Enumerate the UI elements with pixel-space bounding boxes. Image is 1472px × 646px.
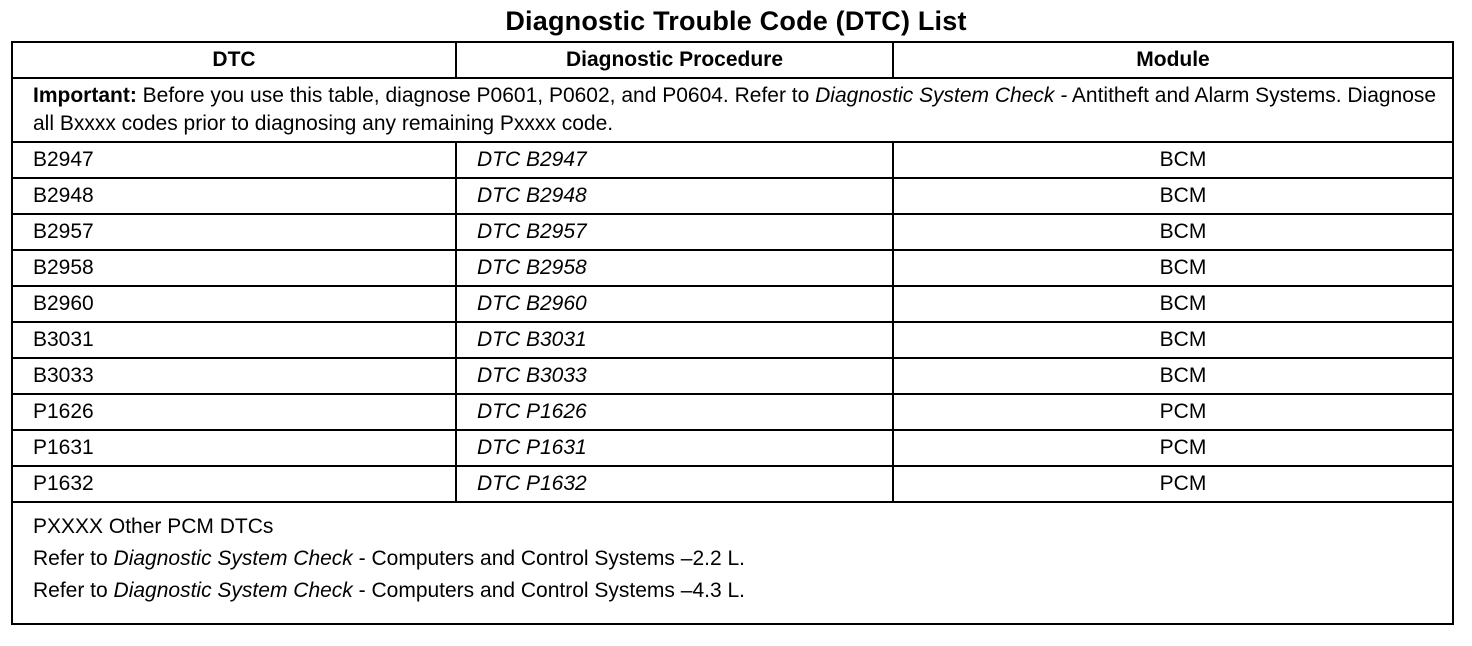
module-cell: BCM <box>893 358 1453 394</box>
dtc-cell: B2957 <box>12 214 456 250</box>
procedure-cell: DTC B2960 <box>456 286 893 322</box>
dtc-cell: B3033 <box>12 358 456 394</box>
dtc-cell: B2958 <box>12 250 456 286</box>
footer-line-1-link-text: Diagnostic System Check <box>113 547 353 570</box>
table-row <box>12 286 1453 322</box>
procedure-cell: DTC B3033 <box>456 358 893 394</box>
table-row <box>12 430 1453 466</box>
dtc-cell: B2947 <box>12 142 456 178</box>
module-cell: PCM <box>893 430 1453 466</box>
table-row <box>12 142 1453 178</box>
table-row <box>12 322 1453 358</box>
procedure-cell: DTC B2957 <box>456 214 893 250</box>
important-row <box>12 78 1453 142</box>
important-label: Important: <box>33 84 137 107</box>
dtc-cell: P1632 <box>12 466 456 502</box>
page-title: Diagnostic Trouble Code (DTC) List <box>505 6 967 36</box>
procedure-cell: DTC B2947 <box>456 142 893 178</box>
footer-line-1 <box>33 543 1452 575</box>
table-row <box>12 394 1453 430</box>
important-link-text: Diagnostic System Check - <box>815 84 1068 107</box>
procedure-cell: DTC P1631 <box>456 430 893 466</box>
footer-line-2-suffix: - Computers and Control Systems –4.3 L. <box>352 579 745 602</box>
header-dtc: DTC <box>12 42 456 78</box>
procedure-cell: DTC B3031 <box>456 322 893 358</box>
table-row <box>12 250 1453 286</box>
dtc-cell: P1626 <box>12 394 456 430</box>
header-module: Module <box>893 42 1453 78</box>
module-cell: PCM <box>893 394 1453 430</box>
module-cell: BCM <box>893 250 1453 286</box>
footer-note <box>12 502 1453 624</box>
procedure-cell: DTC P1626 <box>456 394 893 430</box>
dtc-cell: B2960 <box>12 286 456 322</box>
table-row <box>12 466 1453 502</box>
procedure-cell: DTC P1632 <box>456 466 893 502</box>
dtc-cell: P1631 <box>12 430 456 466</box>
dtc-table <box>11 41 1454 625</box>
footer-row <box>12 502 1453 624</box>
table-row <box>12 214 1453 250</box>
table-row <box>12 178 1453 214</box>
important-text-1: Before you use this table, diagnose P0601, P0602, and P0604. Refer to <box>136 84 816 107</box>
header-row <box>12 42 1453 78</box>
footer-line-1-prefix: Refer to <box>33 547 114 570</box>
module-cell: BCM <box>893 286 1453 322</box>
important-note <box>12 78 1453 142</box>
dtc-cell: B2948 <box>12 178 456 214</box>
footer-line-2-prefix: Refer to <box>33 579 114 602</box>
module-cell: BCM <box>893 142 1453 178</box>
procedure-cell: DTC B2958 <box>456 250 893 286</box>
module-cell: BCM <box>893 322 1453 358</box>
procedure-cell: DTC B2948 <box>456 178 893 214</box>
footer-line-2 <box>33 575 1452 607</box>
dtc-cell: B3031 <box>12 322 456 358</box>
important-text-2: Antitheft and Alarm Systems. Diagnose all Bxxxx codes prior to diagnosing any remaining Pxxxx code. <box>33 84 1437 135</box>
header-procedure: Diagnostic Procedure <box>456 42 893 78</box>
module-cell: BCM <box>893 178 1453 214</box>
module-cell: BCM <box>893 214 1453 250</box>
footer-heading: PXXXX Other PCM DTCs <box>33 515 274 538</box>
table-row <box>12 358 1453 394</box>
footer-line-1-suffix: - Computers and Control Systems –2.2 L. <box>352 547 745 570</box>
footer-line-2-link-text: Diagnostic System Check <box>113 579 353 602</box>
module-cell: PCM <box>893 466 1453 502</box>
